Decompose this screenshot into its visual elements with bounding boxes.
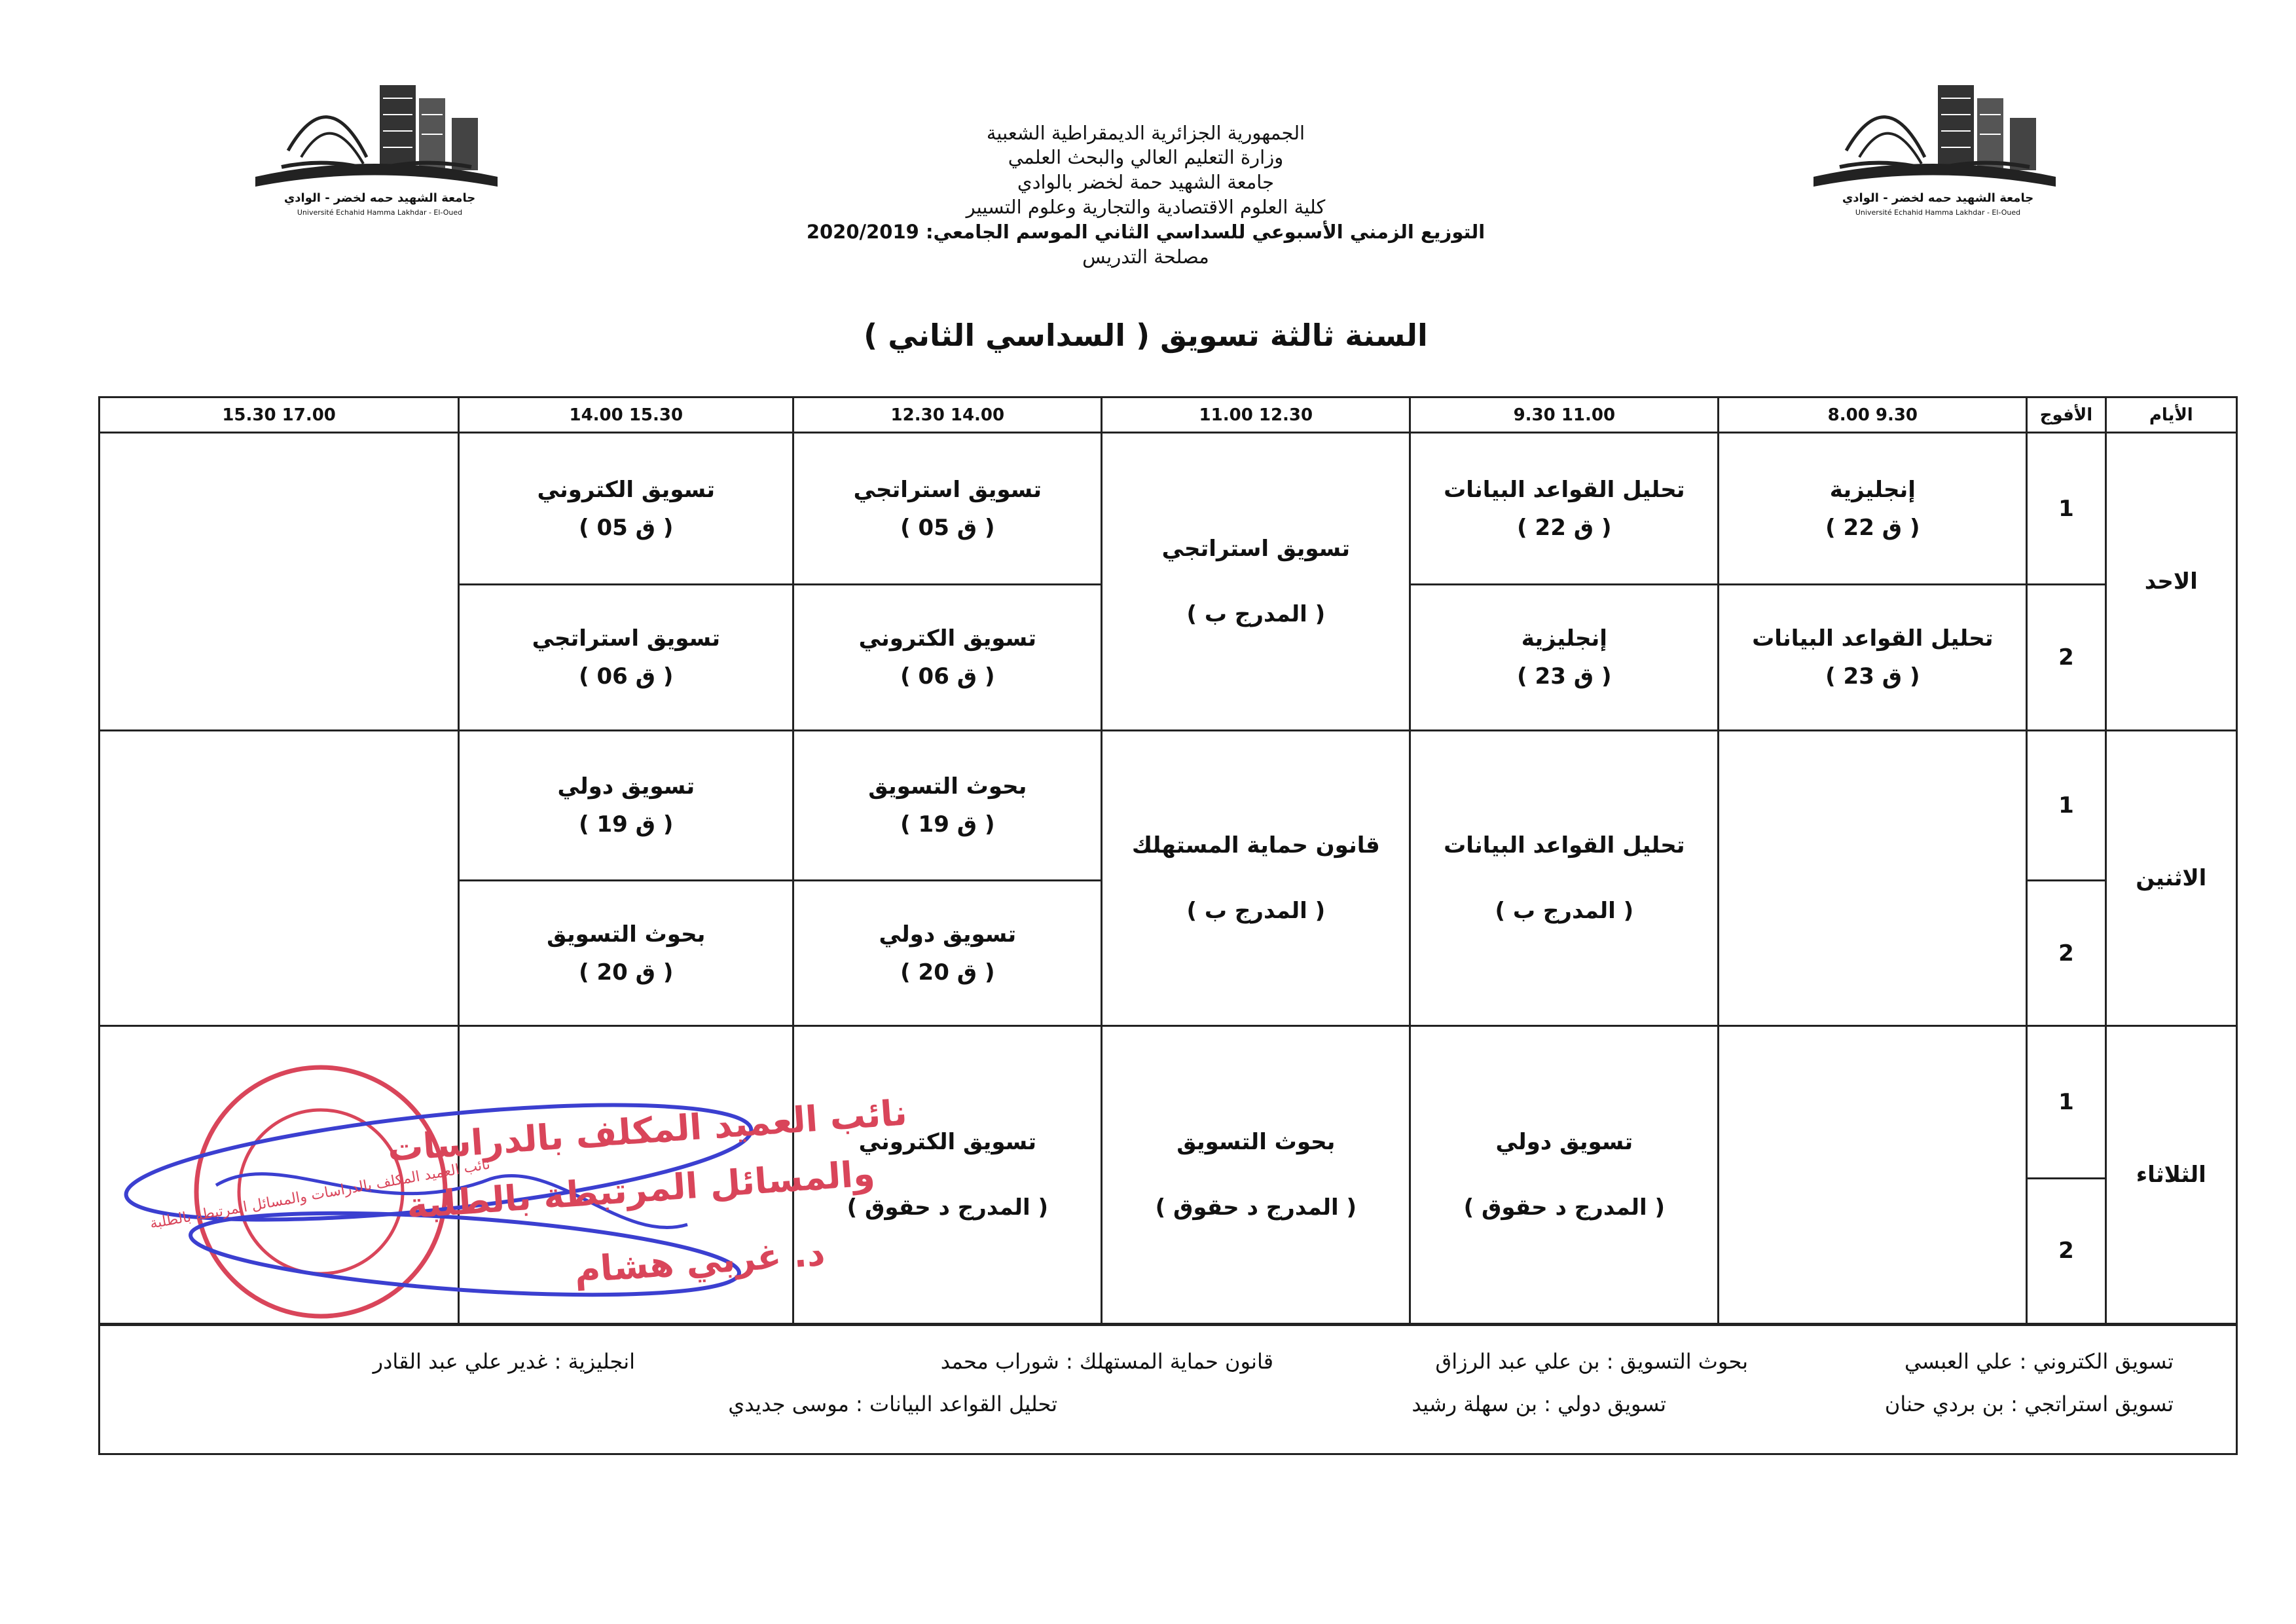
subject: تسويق استراتجي [1161,535,1351,562]
time-slot-1: 9.30 8.00 [1719,397,2027,433]
subject: تسويق استراتجي [853,476,1042,503]
time-slot-4: 14.00 12.30 [793,397,1102,433]
logo-name-ar: جامعة الشهيد حمه لخضر - الوادي [1842,191,2034,205]
class-cell [793,585,1102,730]
class-cell [793,730,1102,880]
room: ( ق 06 ) [579,663,674,690]
empty-cell [459,1026,793,1324]
header-faculty: كلية العلوم الاقتصادية والتجارية وعلوم التسيير [966,196,1326,218]
page-title: السنة ثالثة تسويق ( السداسي الثاني ) [864,318,1428,353]
schedule-table [98,396,2238,1325]
teacher-entry: تسويق دولي : بن سهلة رشيد [1412,1392,1666,1416]
signature-line-1: نائب العميد المكلف بالدراسات [386,1092,909,1170]
empty-cell [1719,730,2027,1026]
teacher-entry: قانون حماية المستهلك : شوراب محمد [940,1349,1273,1374]
subject: إنجليزية [1829,476,1916,503]
subject: بحوث التسويق [547,921,706,948]
day-monday: الاثنين [2105,730,2236,1026]
university-logo-left [242,79,517,249]
empty-cell [100,730,459,1026]
time-slot-5: 15.30 14.00 [459,397,793,433]
empty-cell [100,1026,459,1324]
group-1: 1 [2027,730,2105,880]
class-cell [1719,585,2027,730]
subject: تحليل القواعد البيانات [1752,625,1994,652]
time-slot-6: 17.00 15.30 [100,397,459,433]
building-book-icon [1800,79,2075,190]
stamp-center-text: نائب العميد المكلف بالدراسات والمسائل المرتبطة بالطلبة [149,1156,492,1232]
room: ( ق 22 ) [1825,514,1920,541]
subject: تحليل القواعد البيانات [1444,832,1685,858]
room: ( ق 06 ) [900,663,995,690]
room: ( ق 22 ) [1517,514,1612,541]
subject: تسويق دولي [879,921,1017,948]
group-1: 1 [2027,433,2105,585]
class-cell [459,730,793,880]
time-slot-3: 12.30 11.00 [1102,397,1410,433]
signature-line-2: والمسائل المرتبطة بالطلبة [405,1153,877,1227]
time-slot-2: 11.00 9.30 [1410,397,1719,433]
subject: بحوث التسويق [1176,1129,1336,1156]
subject: تسويق الكتروني [858,625,1037,652]
group-2: 2 [2027,1178,2105,1323]
room: ( المدرج د حقوق ) [1155,1194,1357,1221]
room: ( ق 05 ) [900,514,995,541]
header-country: الجمهورية الجزائرية الديمقراطية الشعبية [986,122,1305,144]
room: ( ق 20 ) [900,959,995,986]
class-cell [793,1026,1102,1324]
building-book-icon [242,79,517,190]
class-cell [793,433,1102,585]
room: ( ق 20 ) [579,959,674,986]
empty-cell [100,433,459,731]
subject: تسويق دولي [557,773,695,800]
room: ( المدرج ب ) [1186,897,1326,924]
logo-name-ar: جامعة الشهيد حمه لخضر - الوادي [283,191,476,205]
days-header: الأيام [2105,397,2236,433]
room: ( المدرج د حقوق ) [847,1194,1049,1221]
class-cell [1410,433,1719,585]
group-1: 1 [2027,1026,2105,1178]
header-schedule: التوزيع الزمني الأسبوعي للسداسي الثاني الموسم الجامعي: 2020/2019 [806,221,1485,243]
subject: إنجليزية [1521,625,1607,652]
room: ( المدرج ب ) [1186,600,1326,627]
class-cell [1102,1026,1410,1324]
logo-name-fr: Université Echahid Hamma Lakhdar - El-Oued [297,208,463,217]
class-cell [1102,730,1410,1026]
room: ( ق 23 ) [1517,663,1612,690]
room: ( ق 19 ) [579,811,674,838]
class-cell [1102,433,1410,731]
group-2: 2 [2027,585,2105,730]
header-service: مصلحة التدريس [1082,246,1209,268]
class-cell [1410,1026,1719,1324]
header-row [100,397,2237,433]
subject: تسويق الكتروني [537,476,715,503]
subject: تسويق الكتروني [858,1129,1037,1156]
teacher-entry: تسويق استراتجي : بن بردي حنان [1884,1392,2174,1416]
empty-cell [1719,1026,2027,1324]
class-cell [459,585,793,730]
class-cell [1410,585,1719,730]
header-ministry: وزارة التعليم العالي والبحث العلمي [1008,146,1284,168]
room: ( ق 19 ) [900,811,995,838]
class-cell [459,433,793,585]
groups-header: الأفوج [2027,397,2105,433]
teacher-entry: تسويق الكتروني : علي العبسي [1904,1349,2174,1374]
class-cell [1410,730,1719,1026]
teacher-entry: انجليزية : غدير علي عبد القادر [373,1349,635,1374]
table-row [100,730,2237,880]
class-cell [793,881,1102,1026]
logo-name-fr: Université Echahid Hamma Lakhdar - El-Oued [1855,208,2021,217]
teachers-panel [98,1324,2238,1455]
room: ( المدرج د حقوق ) [1463,1194,1666,1221]
subject: تسويق استراتجي [532,625,720,652]
table-row [100,1026,2237,1178]
subject: قانون حماية المستهلك [1131,832,1380,858]
day-tuesday: الثلاثاء [2105,1026,2236,1324]
day-sunday: الاحد [2105,433,2236,731]
subject: بحوث التسويق [868,773,1027,800]
subject: تسويق دولي [1495,1129,1633,1156]
subject: تحليل القواعد البيانات [1444,476,1685,503]
class-cell [1719,433,2027,585]
signature-line-3: د. غربي هشام [573,1232,827,1291]
university-logo-right [1800,79,2075,249]
class-cell [459,881,793,1026]
room: ( ق 23 ) [1825,663,1920,690]
group-2: 2 [2027,881,2105,1026]
room: ( المدرج ب ) [1495,897,1634,924]
teacher-entry: تحليل القواعد البيانات : موسى جديدي [728,1392,1057,1416]
header-university: جامعة الشهيد حمة لخضر بالوادي [1017,171,1275,193]
teacher-entry: بحوث التسويق : بن علي عبد الرزاق [1435,1349,1748,1374]
room: ( ق 05 ) [579,514,674,541]
table-row [100,433,2237,585]
